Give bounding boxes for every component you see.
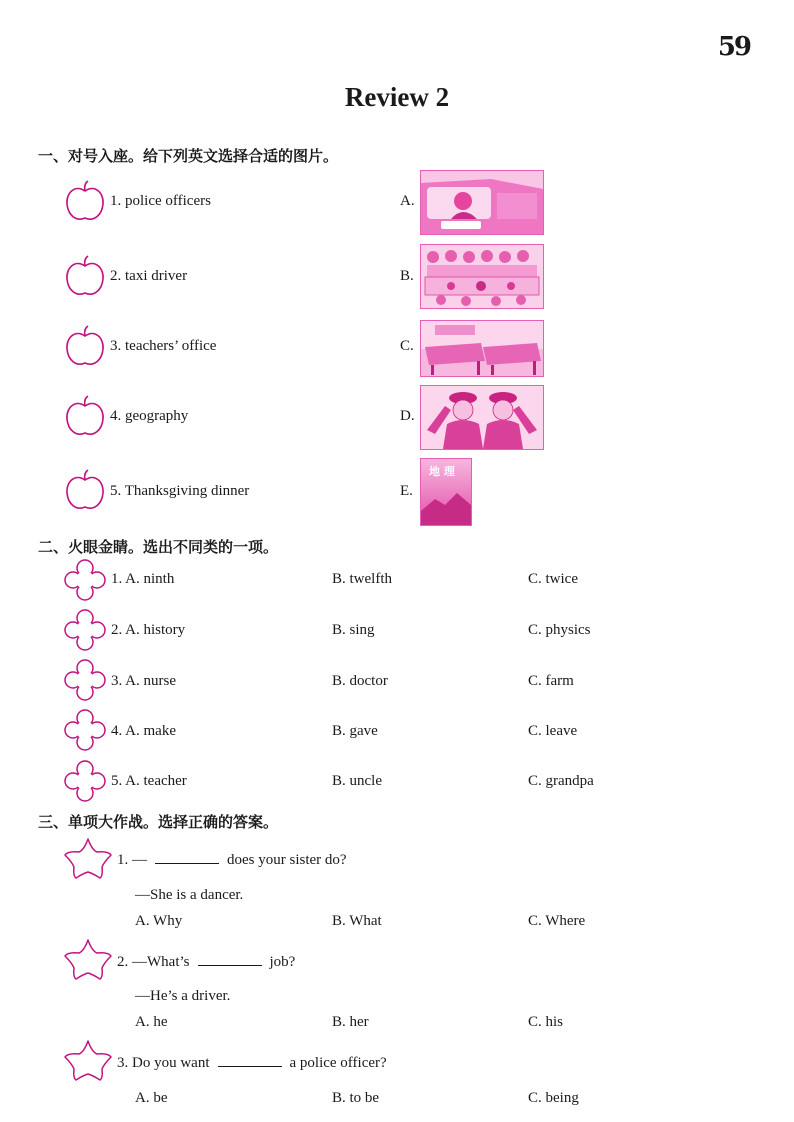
section3-q2-option-a: A. he [135,1014,168,1030]
section2-q1-option-b: B. twelfth [332,571,392,587]
page-title: Review 2 [344,82,450,112]
option-letter-d: D. [400,408,415,424]
apple-answer-box-3[interactable] [63,325,107,369]
section2-q5-option-c: C. grandpa [528,773,594,789]
section3-q3-option-c: C. being [528,1090,579,1106]
star-answer-box-3[interactable] [62,1038,114,1082]
picture-e-label: 地 理 [429,465,455,478]
section2-q2-option-b: B. sing [332,622,375,638]
section2-heading: 二、火眼金睛。选出不同类的一项。 [38,538,279,556]
star-answer-box-2[interactable] [62,937,114,981]
section1-item-2: 2. taxi driver [110,268,188,284]
section3-q1-blank[interactable] [155,849,219,864]
apple-answer-box-2[interactable] [63,255,107,299]
section2-q2-option-c: C. physics [528,622,591,638]
option-letter-b: B. [400,268,414,284]
apple-answer-box-1[interactable] [63,180,107,224]
star-answer-box-1[interactable] [62,836,114,880]
section2-q2-option-a: 2. A. history [111,622,186,638]
section3-q1-prompt [117,849,347,869]
picture-c-teachers-office [420,320,544,377]
section3-q3-prompt [117,1052,387,1072]
section3-q1-text-before: 1. — [117,852,147,868]
section2-q3-option-b: B. doctor [332,673,388,689]
flower-answer-box-5[interactable] [64,760,106,802]
section2-q5-option-b: B. uncle [332,773,382,789]
section3-q3-text-after: a police officer? [289,1055,387,1071]
section2-q3-option-a: 3. A. nurse [111,673,176,689]
section1-item-4: 4. geography [110,408,189,424]
section3-q1-text-after: does your sister do? [227,852,347,868]
picture-d-police-officers [420,385,544,450]
section3-q3-blank[interactable] [218,1052,282,1067]
option-letter-c: C. [400,338,414,354]
section2-q4-option-b: B. gave [332,723,378,739]
section2-q4-option-a: 4. A. make [111,723,176,739]
section3-q2-response: —He’s a driver. [135,988,231,1004]
page-number: 59 [717,32,750,62]
picture-e-geography-book [420,458,472,526]
option-letter-e: E. [400,483,413,499]
section3-q1-option-b: B. What [332,913,382,929]
section2-q1-option-c: C. twice [528,571,578,587]
section1-item-1: 1. police officers [110,193,211,209]
section3-q3-option-b: B. to be [332,1090,380,1106]
section3-q2-option-b: B. her [332,1014,369,1030]
section2-q4-option-c: C. leave [528,723,578,739]
section2-q5-option-a: 5. A. teacher [111,773,187,789]
section2-q1-option-a: 1. A. ninth [111,571,175,587]
section1-item-5: 5. Thanksgiving dinner [110,483,250,499]
option-letter-a: A. [400,193,415,209]
section3-q2-text-after: job? [269,954,296,970]
section3-q1-option-c: C. Where [528,913,586,929]
section1-heading: 一、对号入座。给下列英文选择合适的图片。 [38,147,339,165]
apple-answer-box-5[interactable] [63,469,107,513]
section1-item-3: 3. teachers’ office [110,338,217,354]
flower-answer-box-4[interactable] [64,709,106,751]
flower-answer-box-1[interactable] [64,559,106,601]
section3-q2-blank[interactable] [198,951,262,966]
apple-answer-box-4[interactable] [63,395,107,439]
section3-q1-option-a: A. Why [135,913,183,929]
picture-a-taxi-driver [420,170,544,235]
section3-q3-text-before: 3. Do you want [117,1055,210,1071]
section3-heading: 三、单项大作战。选择正确的答案。 [38,813,279,831]
flower-answer-box-2[interactable] [64,609,106,651]
section3-q2-text-before: 2. —What’s [117,954,190,970]
flower-answer-box-3[interactable] [64,659,106,701]
section3-q2-prompt [117,951,295,971]
section3-q3-option-a: A. be [135,1090,168,1106]
section2-q3-option-c: C. farm [528,673,574,689]
section3-q1-response: —She is a dancer. [135,887,244,903]
picture-b-thanksgiving-dinner [420,244,544,309]
section3-q2-option-c: C. his [528,1014,564,1030]
